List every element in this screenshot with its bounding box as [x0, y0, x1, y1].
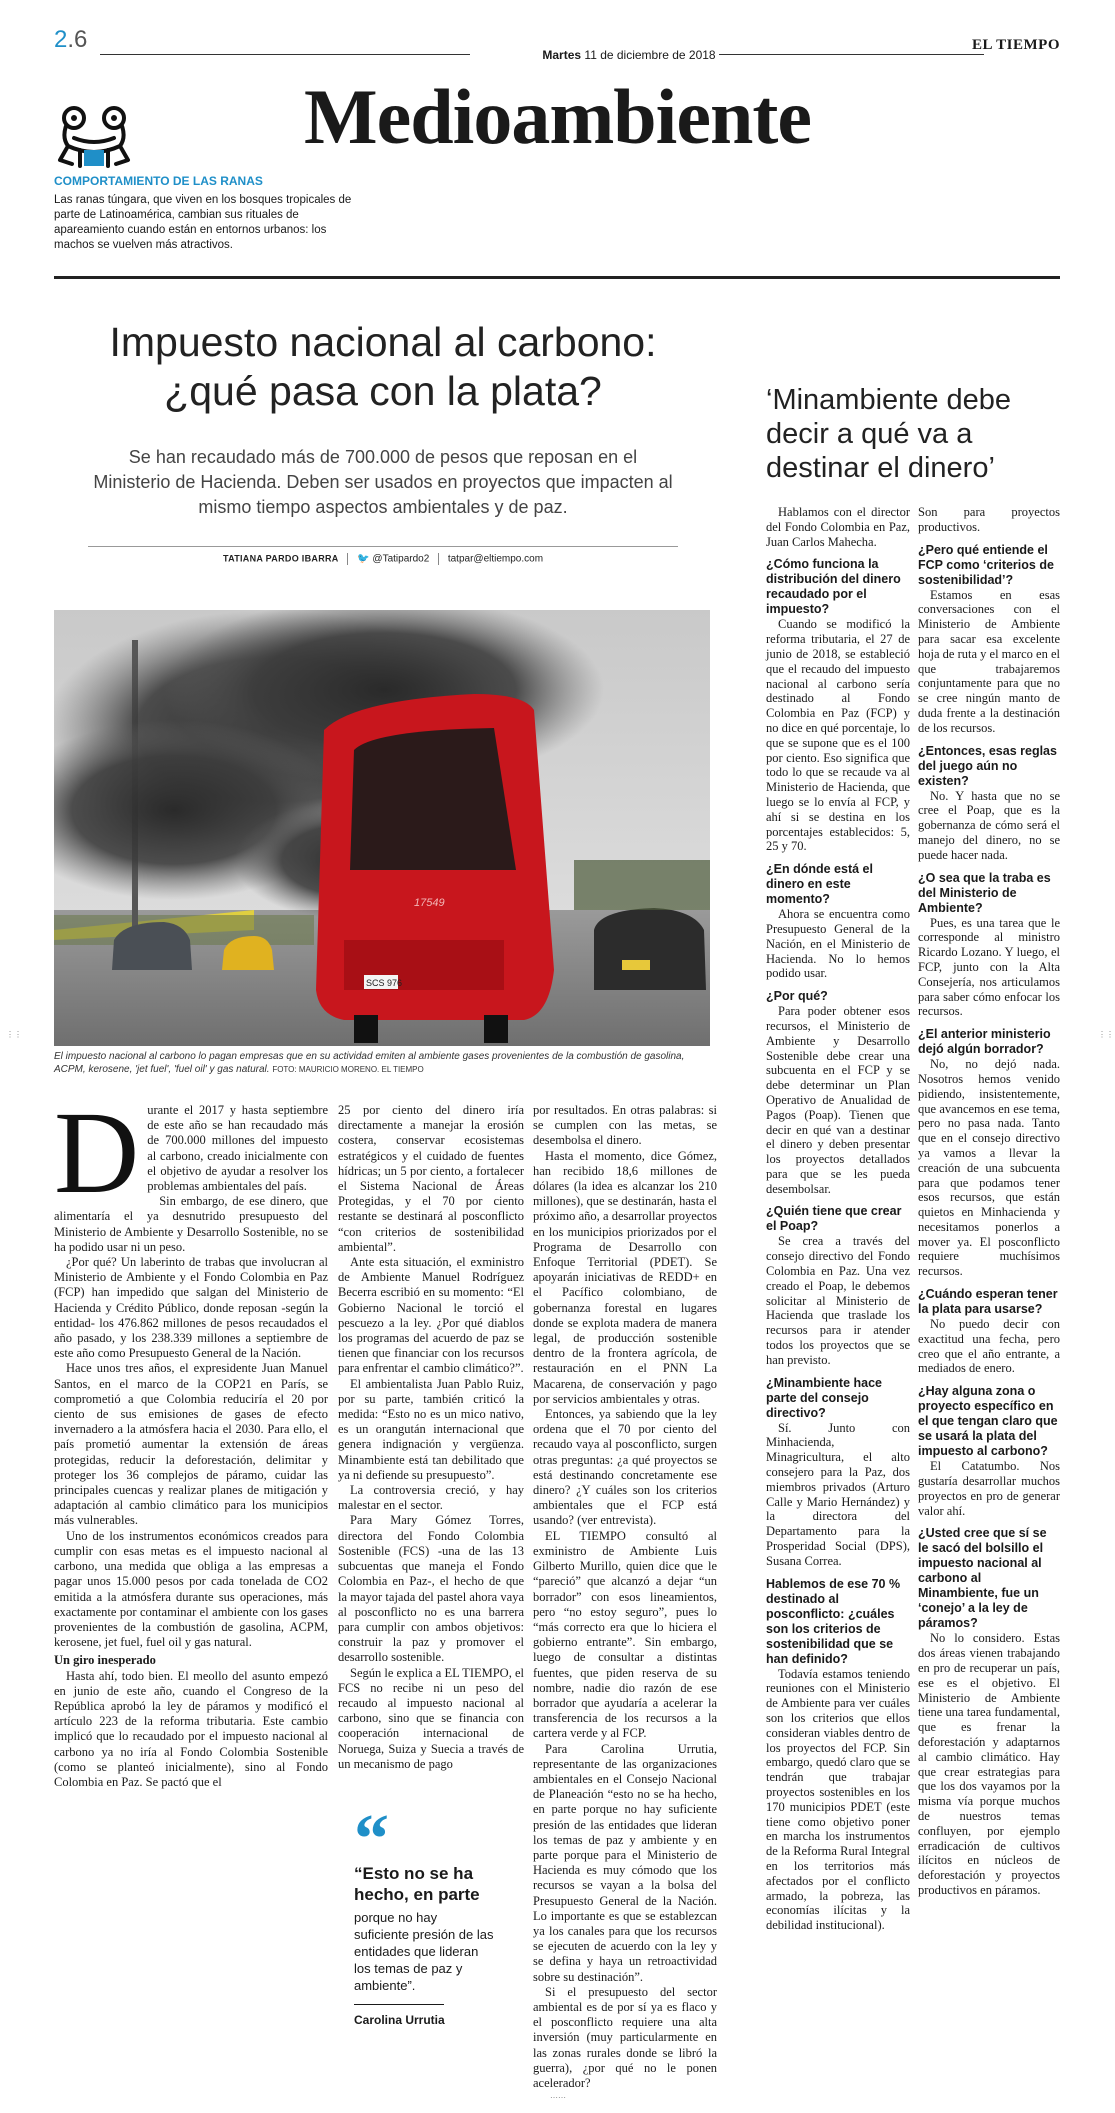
bus-number: 17549 — [414, 897, 445, 909]
date-day: Martes — [542, 48, 582, 62]
interview-question: ¿Cuándo esperan tener la plata para usarse? — [918, 1287, 1058, 1317]
interview-answer: No lo considero. Estas dos áreas vienen trabajando en pro de recuperar un país, ese es el objetivo. El Ministerio de Ambiente tiene una tarea fundamental, que es frenar la deforestación y adaptarnos al cambio climático. Hay que crear estrategias para que los dos vayamos por la misma vía porque muchos de nuestros temas confluyen, por ejemplo erradicación de cultivos ilícitos en núcleos de deforestación y proyectos productivos en páramos. — [918, 1631, 1060, 1897]
section-divider — [54, 276, 1060, 279]
paragraph: Uno de los instrumentos económicos creados para cumplir con esas metas es el impuesto nacional al carbono, una medida que obliga a las empresas a pagar unos 15.000 pesos por cada tonelada de CO2 emitida a la atmósfera durante sus operaciones, más exactamente por contaminar el ambiente con los gases provenientes de la combustión de gasolina, ACPM, kerosene, jet fuel, fuel oil y gas natural. — [54, 1528, 328, 1650]
interview-answer: No puedo decir con exactitud una fecha, pero creo que el año entrante, a mediados de enero. — [918, 1317, 1060, 1376]
interview-answer: Se crea a través del consejo directivo del Fondo Colombia en Paz. Una vez creado el Poap, le debemos solicitar al Ministerio de Hacienda que traslade los recursos para ir atender todos los proyectos que se han previsto. — [766, 1234, 910, 1367]
author-twitter[interactable]: @Tatipardo2 — [372, 553, 430, 565]
paragraph: Para Mary Gómez Torres, directora del Fondo Colombia Sostenible (FCS) -una de las 13 subcuentas que maneja el Fondo Colombia en Paz-, el hecho de que la mayor tajada del pastel ahora vaya al posconflicto no es una barrera para cumplir con ambos objetivos: construir la paz y promover el desarrollo sostenible. — [338, 1513, 524, 1665]
interview-answer: Estamos en esas conversaciones con el Ministerio de Ambiente para sacar esa excelente hoja de ruta y el marco en el que trabajaremos conjuntamente para que no se cree ningún manto de duda frente a la destinación de los recursos. — [918, 587, 1060, 735]
paragraph: Sin embargo, de ese dinero, que alimentaría el ya desnutrido presupuesto del Ministerio de Ambiente y Desarrollo Sostenible, no se ha podido usar ni un peso. — [54, 1194, 328, 1254]
paragraph: urante el 2017 y hasta septiembre de este año se han recaudado más de 700.000 millones del impuesto al carbono, creado inicialmente con el objetivo de ayudar a resolver los problemas ambientales del país. — [147, 1103, 328, 1194]
bus-plate: SCS 976 — [366, 978, 403, 988]
interview-answer: No, no dejó nada. Nosotros hemos venido pidiendo, insistentemente, que avancemos en ese tema, pero no pasa nada. Tanto que en el consejo directivo ya vamos a llevar la creación de una subcuenta para que podamos tener esos recursos, que están quietos en Minhacienda y necesitamos ponerlos a mover ya. El posconflicto requiere muchísimos recursos. — [918, 1057, 1060, 1279]
section-number: 2 — [54, 26, 68, 53]
interview-question: ¿Pero qué entiende el FCP como ‘criterios de sostenibilidad’? — [918, 542, 1054, 587]
interview-answer: Pues, es una tarea que le corresponde al ministro Ricardo Lozano. Y luego, el FCP, junto con la Alta Consejería, nos articulamos para saber cómo enfocar los recursos. — [918, 915, 1060, 1019]
article-column-2 — [338, 1103, 524, 1772]
interview-answer: Son para proyectos productivos. — [918, 505, 1060, 534]
page-header — [54, 26, 1060, 62]
article-photo — [54, 610, 710, 1046]
date-rest: 11 de diciembre de 2018 — [584, 48, 716, 62]
interview-answer: No. Y hasta que no se cree el Poap, que es la gobernanza de cómo será el manejo del dinero, no se puede hacer nada. — [918, 788, 1060, 862]
paragraph: Hace unos tres años, el expresidente Juan Manuel Santos, en el marco de la COP21 en París, se comprometió a que Colombia reduciría el 20 por ciento de sus emisiones de gases de efecto invernadero a la atmósfera hacia el 2030. Para ello, el país prometió aumentar la extensión de áreas protegidas, reducir la deforestación, delimitar y proteger los 36 complejos de páramo, cuidar las principales cuencas y realizar planes de mitigación y adaptación al cambio climático para los municipios más vulnerables. — [54, 1361, 328, 1528]
interview-headline: ‘Minambiente debe decir a qué va a destinar el dinero’ — [766, 384, 1012, 484]
byline-separator — [347, 553, 348, 565]
pull-quote — [354, 1801, 494, 2027]
paragraph: El ambientalista Juan Pablo Ruiz, por su parte, también criticó la medida: “Esto no es un mico nativo, es un orangután internacional que genera indignación y vergüenza. Minambiente está tan debilitado que ya ni defiende su presupuesto”. — [338, 1376, 524, 1482]
headline-line-1: Impuesto nacional al carbono: — [109, 319, 657, 365]
newspaper-brand: EL TIEMPO — [972, 37, 1060, 53]
paragraph: Hasta el momento, dice Gómez, han recibido 18,6 millones de dólares (la idea es alcanzar los 210 millones), que se destinarán, hasta el próximo año, a desarrollar proyectos en los municipios priorizados por el Programa de Desarrollo con Enfoque Territorial (PDET). Se apoyarán iniciativas de REDD+ en el Pacífico colombiano, de gobernanza forestal en lugares donde se explota madera de manera legal, de producción sostenible dentro de la frontera agrícola, de restauración en el PNN La Macarena, de conservación y pago por servicios ambientales y otras. — [533, 1148, 717, 1406]
interview-question: ¿Usted cree que sí se le sacó del bolsillo el impuesto nacional al carbono al Minambiente, fue un ‘conejo’ a la ley de páramos? — [918, 1526, 1047, 1631]
pull-quote-lead: “Esto no se ha hecho, en parte — [354, 1864, 480, 1904]
edge-mark-bottom: ⋯⋯ — [550, 2093, 566, 2102]
dateline — [469, 48, 789, 62]
caption-text: El impuesto nacional al carbono lo pagan empresas que en su actividad emiten al ambiente gases provenientes de la combustión de gasolina, ACPM, kerosene, 'jet fuel', 'fuel oil' y gas natural. — [54, 1051, 685, 1075]
headline-line-2: ¿qué pasa con la plata? — [164, 368, 602, 414]
page-number — [54, 26, 87, 54]
page-number-text: .6 — [67, 26, 88, 53]
interview-question: ¿Cómo funciona la distribución del dinero recaudado por el impuesto? — [766, 557, 901, 617]
author-email[interactable]: tatpar@eltiempo.com — [447, 553, 544, 565]
paragraph: Entonces, ya sabiendo que la ley ordena que el 70 por ciento del recaudo vaya al posconflicto, surgen otras preguntas: ¿a qué proyectos se está destinando concretamente ese dinero? ¿Y cuáles son los criterios ambientales que el FCP está usando? (ver entrevista). — [533, 1407, 717, 1528]
byline-separator — [438, 553, 439, 565]
section-subhead: Un giro inesperado — [54, 1653, 156, 1668]
byline — [88, 546, 678, 565]
teaser-title[interactable]: COMPORTAMIENTO DE LAS RANAS — [54, 174, 263, 188]
section-title: Medioambiente — [304, 73, 811, 160]
paragraph: Para Carolina Urrutia, representante de las organizaciones ambientales en el Consejo Nacional de Planeación “esto no se ha hecho, en parte porque no hay suficiente presión de las entidades que lideran los temas de paz y ambiente y en parte porque para el Ministerio de Hacienda es muy cómodo que los recursos se vayan a la bolsa del Presupuesto General de la Nación. Lo importante es que se establezcan ya los canales para que los recursos se ejecuten de acuerdo con la ley y se defina y haya un retroactividad sobre su destinación”. — [533, 1741, 717, 1984]
paragraph: Si el presupuesto del sector ambiental es de por sí ya es flaco y el posconflicto requiere una alta inversión (muy particularmente en las zonas rurales donde se libró la guerra), ¿por qué no le ponen acelerador? — [533, 1984, 717, 2090]
interview-answer: Cuando se modificó la reforma tributaria, el 27 de junio de 2018, se estableció que el recaudo del impuesto nacional al carbono sería destinado al Fondo Colombia en Paz (FCP) y no dice en qué porcentaje, lo que se supone que es el 100 por ciento. Eso significa que todo lo que se recaude va al Ministerio de Hacienda, que luego se lo envía al FCP, y ahí si se destina en los porcentajes establecidos: 5, 25 y 70. — [766, 617, 910, 854]
interview-answer: El Catatumbo. Nos gustaría desarrollar muchos proyectos en pro de generar valor ahí. — [918, 1459, 1060, 1518]
interview-answer: Todavía estamos teniendo reuniones con el Ministerio de Ambiente para ver cuáles son los criterios que ellos consideran viables dentro de los proyectos del FCP. Sin embargo, quedó claro que se tendrán que trabajar proyectos sostenibles en los 170 municipios PDET (este tiene como objetivo poner en marcha los instrumentos de la Reforma Rural Integral en los territorios más afectados por el conflicto armado, la pobreza, las economías ilícitas y la debilidad institucional). — [766, 1666, 910, 1933]
paragraph: Según le explica a EL TIEMPO, el FCS no recibe ni un peso del recaudo al impuesto nacional al carbono, sino que se financia con cooperación internacional de Noruega, Suiza y Suecia a través de un mecanismo de pago — [338, 1665, 524, 1771]
interview-question: ¿Quién tiene que crear el Poap? — [766, 1204, 902, 1234]
interview-question: ¿Minambiente hace parte del consejo directivo? — [766, 1375, 882, 1420]
interview-question: ¿Hay alguna zona o proyecto específico en el que tengan claro que se usará la plata del impuesto al carbono? — [918, 1384, 1058, 1459]
pull-quote-text: porque no hay suficiente presión de las entidades que lideran los temas de paz y ambiente”. — [354, 1910, 494, 1993]
article-headline — [54, 318, 712, 416]
interview-answer: Sí. Junto con Minhacienda, Minagricultura, el alto consejero para la Paz, dos miembros privados (Arturo Calle y Mario Hernández) y la directora del Departamento para la Prosperidad Social (DPS), Susana Correa. — [766, 1420, 910, 1568]
edge-mark-left: ⋮⋮ — [6, 1030, 22, 1039]
article-column-1 — [54, 1087, 328, 1790]
photo-caption — [54, 1050, 714, 1076]
paragraph: ¿Por qué? Un laberinto de trabas que involucran al Ministerio de Ambiente y el Fondo Colombia en Paz (FCP) han impedido que salgan del Ministerio de Hacienda y Crédito Público, donde reposan -según la entidad- los 476.862 millones de pesos recaudados el año pasado, y los 238.339 millones a septiembre de este año como Presupuesto General de la Nación. — [54, 1255, 328, 1361]
author-name: TATIANA PARDO IBARRA — [222, 553, 339, 564]
paragraph: Hasta ahí, todo bien. El meollo del asunto empezó en junio de este año, cuando el Congreso de la República aprobó la ley de páramos y modificó el artículo 223 de la reforma tributaria. Este cambio implicó que lo recaudado por el impuesto nacional al carbono ya no iría al Fondo Colombia Sostenible (como se planteó inicialmente), sino al Fondo Colombia en Paz. Se pactó que el — [54, 1668, 328, 1789]
paragraph: La controversia creció, y hay malestar en el sector. — [338, 1483, 524, 1513]
photo-credit: FOTO: MAURICIO MORENO. EL TIEMPO — [272, 1065, 424, 1074]
paragraph: Ante esta situación, el exministro de Ambiente Manuel Rodríguez Becerra escribió en su momento: “El Gobierno Nacional le torció el pescuezo a la ley. ¿Por qué diablos los programas del acuerdo de paz se tienen que financiar con los recursos para enfrentar el cambio climático?”. — [338, 1255, 524, 1376]
header-rule-right — [719, 54, 984, 55]
article-column-3 — [533, 1103, 717, 2091]
teaser-text: Las ranas túngara, que viven en los bosques tropicales de parte de Latinoamérica, cambian sus rituales de apareamiento cuando están en entornos urbanos: los machos se vuelven más atractivos. — [54, 194, 352, 251]
twitter-icon: 🐦 — [357, 553, 370, 565]
edge-mark-right: ⋮⋮ — [1098, 1030, 1114, 1039]
interview-question: ¿O sea que la traba es del Ministerio de Ambiente? — [918, 870, 1051, 915]
quote-icon: “ — [354, 1801, 389, 1878]
interview-answer: Para poder obtener esos recursos, el Ministerio de Ambiente y Desarrollo Sostenible debe crear una subcuenta en el FCP y se debe determinar un Plan Operativo de Anualidad de Pagos (Poap). Tienen que decir en qué van a destinar el dinero y deben presentar los proyectos detallados para que se les pueda desembolsar. — [766, 1004, 910, 1196]
interview-column-2 — [918, 505, 1060, 1898]
paragraph: 25 por ciento del dinero iría directamente a manejar la erosión costera, conservar ecosistemas estratégicos y el cuidado de fuentes hídricas; un 5 por ciento, a fortalecer el Sistema Nacional de Áreas Protegidas, y el 70 por ciento restante se destinará al posconflicto “con criterios de sostenibilidad ambiental”. — [338, 1103, 524, 1254]
interview-question: ¿Entonces, esas reglas del juego aún no existen? — [918, 743, 1057, 788]
paragraph: EL TIEMPO consultó al exministro de Ambiente Luis Gilberto Murillo, quien dice que le “pareció” que alcanzó a dejar “un borrador” con esos lineamientos, pero “no estoy seguro”, pues lo “más correcto era que lo hiciera el gobierno entrante”. Sin embargo, luego de consultar a distintas fuentes, que piden reserva de su nombre, nadie dio razón de ese borrador que ayudaría a acelerar la transferencia de los recursos a la cartera verde y al FCP. — [533, 1528, 717, 1741]
interview-answer: Hablamos con el director del Fondo Colombia en Paz, Juan Carlos Mahecha. — [766, 505, 910, 549]
article-subhead: Se han recaudado más de 700.000 de pesos que reposan en el Ministerio de Hacienda. Deben ser usados en proyectos que impacten al mismo tiempo aspectos ambientales y de paz. — [93, 447, 673, 517]
pull-quote-author: Carolina Urrutia — [354, 2013, 445, 2027]
interview-question: ¿Por qué? — [766, 989, 828, 1004]
pull-quote-rule — [354, 2004, 444, 2005]
header-rule-left — [100, 54, 470, 55]
paragraph: por resultados. En otras palabras: si se cumplen con las metas, se desembolsa el dinero. — [533, 1103, 717, 1148]
interview-question: Hablemos de ese 70 % destinado al posconflicto: ¿cuáles son los criterios de sostenibilidad que se han definido? — [766, 1576, 901, 1666]
interview-answer: Ahora se encuentra como Presupuesto General de la Nación, en el Ministerio de Hacienda. No lo hemos podido usar. — [766, 907, 910, 981]
interview-column-1 — [766, 505, 910, 1933]
drop-cap: D — [54, 1087, 140, 1218]
interview-question: ¿El anterior ministerio dejó algún borrador? — [918, 1027, 1051, 1057]
interview-question: ¿En dónde está el dinero en este momento? — [766, 862, 873, 907]
